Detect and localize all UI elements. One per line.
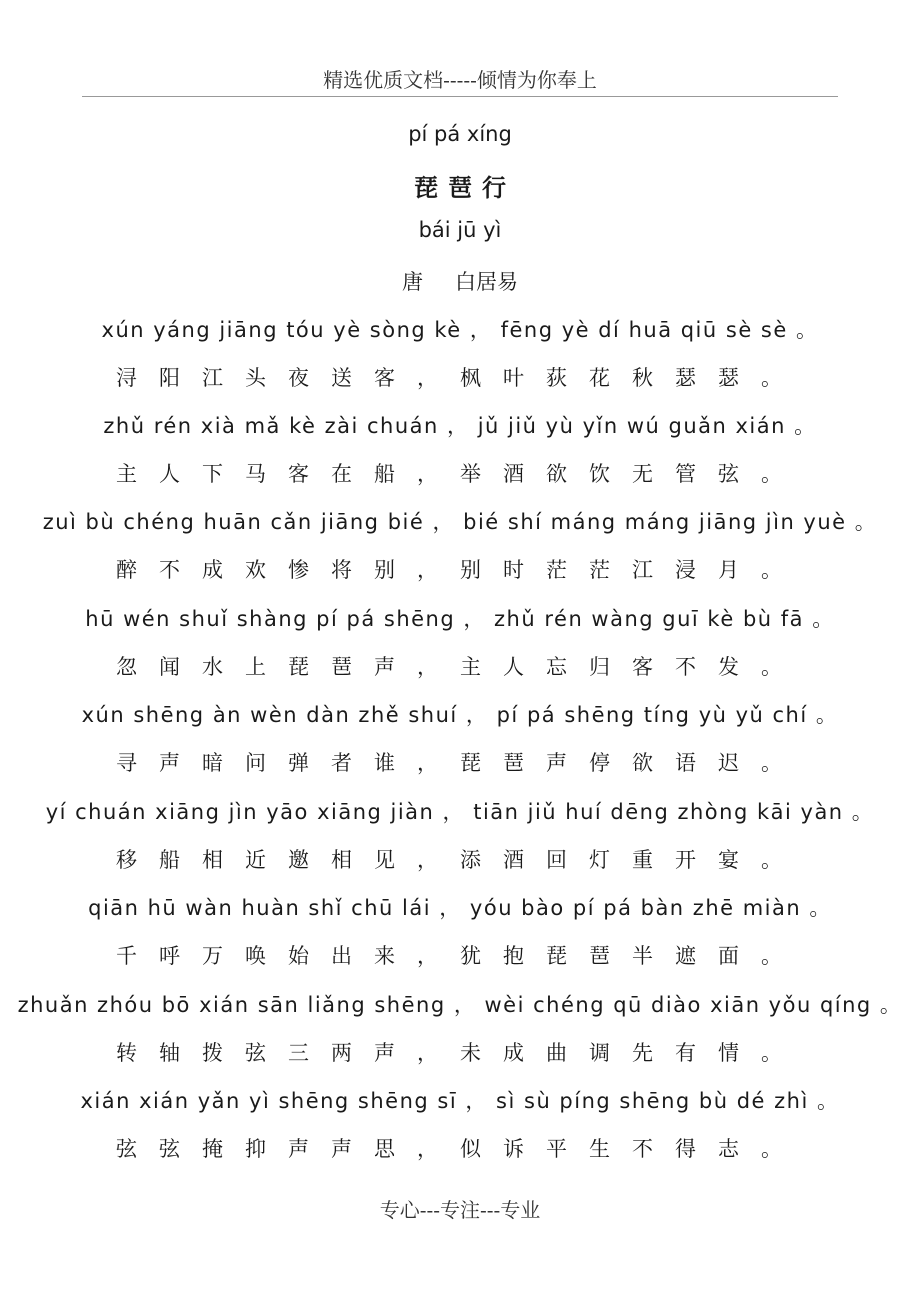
author-pinyin: bái jū yì [418, 218, 502, 242]
verse-text: 弦弦掩抑声声思，似诉平生不得志。 [116, 1137, 804, 1161]
title-pinyin: pí pá xíng [408, 122, 512, 146]
verse-pinyin: xún shēng àn wèn dàn zhě shuí ， pí pá shēng tíng yù yǔ chí 。 [81, 703, 839, 727]
verse-text: 浔阳江头夜送客，枫叶荻花秋瑟瑟。 [116, 366, 804, 390]
verse-text: 移船相近邀相见，添酒回灯重开宴。 [116, 848, 804, 872]
verse-pinyin: xún yáng jiāng tóu yè sòng kè ， fēng yè dí huā qiū sè sè 。 [101, 318, 819, 342]
verse-pinyin: yí chuán xiāng jìn yāo xiāng jiàn ， tiān jiǔ huí dēng zhòng kāi yàn 。 [45, 800, 875, 824]
verse-pinyin: hū wén shuǐ shàng pí pá shēng ， zhǔ rén wàng guī kè bù fā 。 [85, 607, 835, 631]
verse-text: 千呼万唤始出来，犹抱琵琶半遮面。 [116, 944, 804, 968]
poem-title: 琵琶行 [414, 174, 516, 202]
dynasty: 唐 [402, 270, 423, 294]
page-footer: 专心---专注---专业 [379, 1198, 541, 1222]
verse-pinyin: zhǔ rén xià mǎ kè zài chuán ， jǔ jiǔ yù yǐn wú guǎn xián 。 [103, 414, 817, 438]
author-line [0, 266, 920, 296]
verse-pinyin: zuì bù chéng huān cǎn jiāng bié ， bié shí máng máng jiāng jìn yuè 。 [42, 510, 878, 534]
header-rule [82, 96, 838, 97]
verse-pinyin: zhuǎn zhóu bō xián sān liǎng shēng ， wèi chéng qū diào xiān yǒu qíng 。 [17, 993, 903, 1017]
verse-text: 忽闻水上琵琶声，主人忘归客不发。 [116, 655, 804, 679]
verse-text: 主人下马客在船，举酒欲饮无管弦。 [116, 462, 804, 486]
verse-text: 醉不成欢惨将别，别时茫茫江浸月。 [116, 558, 804, 582]
author-name: 白居易 [455, 270, 518, 294]
verse-pinyin: qiān hū wàn huàn shǐ chū lái ， yóu bào pí pá bàn zhē miàn 。 [88, 896, 832, 920]
page-header: 精选优质文档-----倾情为你奉上 [323, 68, 597, 92]
verse-text: 寻声暗问弹者谁，琵琶声停欲语迟。 [116, 751, 804, 775]
verse-text: 转轴拨弦三两声，未成曲调先有情。 [116, 1041, 804, 1065]
verse-pinyin: xián xián yǎn yì shēng shēng sī ， sì sù píng shēng bù dé zhì 。 [80, 1089, 840, 1113]
